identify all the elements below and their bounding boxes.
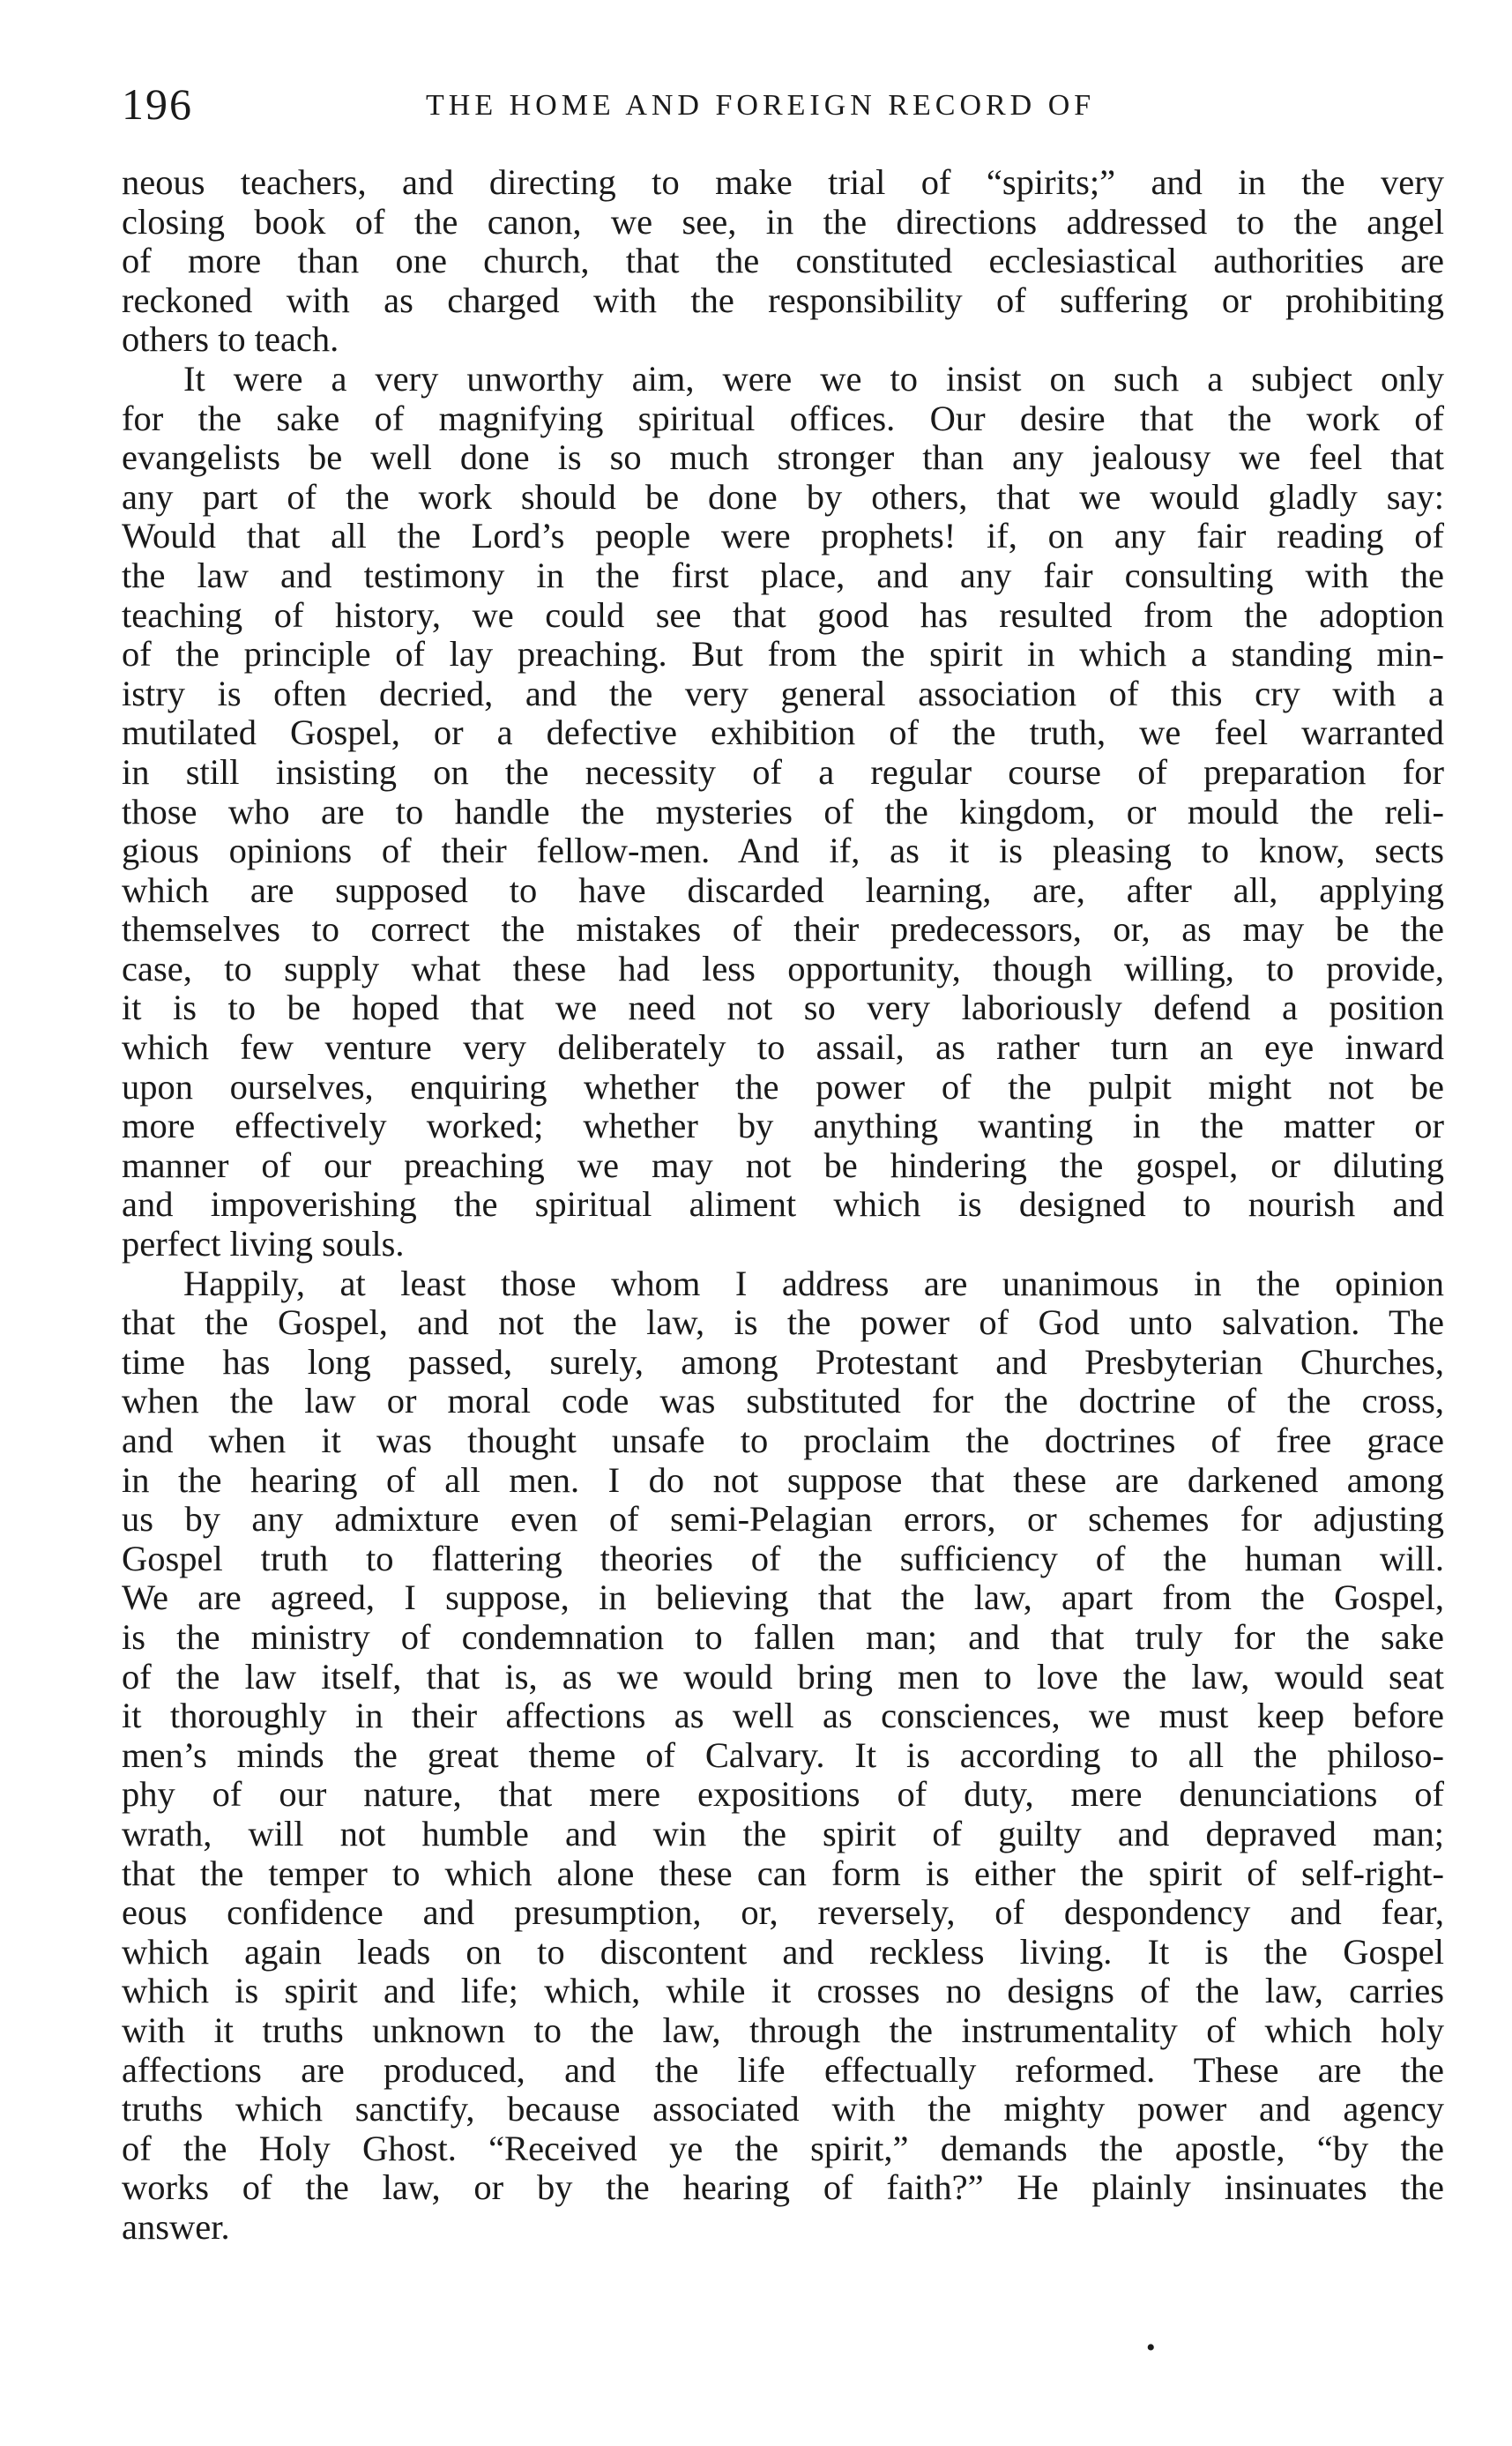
text-line: for the sake of magnifying spiritual offices. Our desire that the work of (122, 398, 1444, 438)
text-line: wrath, will not humble and win the spirit of guilty and depraved man; (122, 1813, 1444, 1853)
text-line: works of the law, or by the hearing of faith?” He plainly insinuates the (122, 2167, 1444, 2208)
text-line: themselves to correct the mistakes of their predecessors, or, as may be the (122, 909, 1444, 950)
text-line: Would that all the Lord’s people were prophets! if, on any fair reading of (122, 516, 1444, 556)
text-line: those who are to handle the mysteries of the kingdom, or mould the reli- (122, 791, 1444, 831)
text-line: Happily, at least those whom I address are unanimous in the opinion (183, 1263, 1444, 1303)
text-line: istry is often decried, and the very general association of this cry with a (122, 673, 1444, 713)
text-line: with it truths unknown to the law, through the instrumentality of which holy (122, 2010, 1444, 2050)
text-line: when the law or moral code was substituted for the doctrine of the cross, (122, 1381, 1444, 1421)
text-line: the law and testimony in the first place, and any fair consulting with the (122, 555, 1444, 595)
text-line: closing book of the canon, we see, in the directions addressed to the angel (122, 201, 1444, 242)
text-line: teaching of history, we could see that good has resulted from the adoption (122, 594, 1444, 635)
paragraph (122, 1264, 1444, 2248)
text-line: upon ourselves, enquiring whether the power of the pulpit might not be (122, 1066, 1444, 1107)
text-line: which few venture very deliberately to assail, as rather turn an eye inward (122, 1027, 1444, 1068)
page-number: 196 (122, 79, 193, 129)
text-line: of the Holy Ghost. “Received ye the spirit,” demands the apostle, “by the (122, 2128, 1444, 2168)
text-line: affections are produced, and the life effectually reformed. These are the (122, 2049, 1444, 2090)
text-line: in still insisting on the necessity of a regular course of preparation for (122, 751, 1444, 792)
text-line: gious opinions of their fellow-men. And if, as it is pleasing to know, sects (122, 831, 1444, 871)
paragraph (122, 163, 1444, 360)
text-line: others to teach. (122, 319, 339, 360)
text-line: neous teachers, and directing to make trial of “spirits;” and in the very (122, 162, 1444, 202)
paragraph (122, 360, 1444, 1264)
text-line: of the law itself, that is, as we would bring men to love the law, would seat (122, 1656, 1444, 1697)
text-line: which are supposed to have discarded learning, are, after all, applying (122, 869, 1444, 910)
text-line: answer. (122, 2206, 230, 2247)
text-line: evangelists be well done is so much stronger than any jealousy we feel that (122, 437, 1444, 478)
text-line: It were a very unworthy aim, were we to insist on such a subject only (183, 358, 1444, 399)
text-line: is the ministry of condemnation to fallen man; and that truly for the sake (122, 1616, 1444, 1657)
text-line: which again leads on to discontent and reckless living. It is the Gospel (122, 1931, 1444, 1972)
text-line: mutilated Gospel, or a defective exhibition of the truth, we feel warranted (122, 712, 1444, 753)
text-line: of more than one church, that the constituted ecclesiastical authorities are (122, 241, 1444, 281)
text-line: of the principle of lay preaching. But from the spirit in which a standing min- (122, 634, 1444, 675)
text-line: case, to supply what these had less opportunity, though willing, to provide, (122, 948, 1444, 988)
text-line: We are agreed, I suppose, in believing that the law, apart from the Gospel, (122, 1577, 1444, 1618)
text-line: Gospel truth to flattering theories of the sufficiency of the human will. (122, 1538, 1444, 1578)
text-line: truths which sanctify, because associated with the mighty power and agency (122, 2089, 1444, 2129)
text-line: men’s minds the great theme of Calvary. It is according to all the philoso- (122, 1734, 1444, 1775)
text-line: which is spirit and life; which, while it crosses no designs of the law, carries (122, 1971, 1444, 2011)
text-line: eous confidence and presumption, or, reversely, of despondency and fear, (122, 1892, 1444, 1933)
ornament-dot: • (1146, 2333, 1156, 2362)
text-line: time has long passed, surely, among Protestant and Presbyterian Churches, (122, 1341, 1444, 1382)
text-line: any part of the work should be done by others, that we would gladly say: (122, 476, 1444, 517)
text-line: perfect living souls. (122, 1224, 405, 1264)
text-line: more effectively worked; whether by anything wanting in the matter or (122, 1106, 1444, 1146)
body-text (122, 163, 1444, 2247)
text-line: and impoverishing the spiritual aliment which is designed to nourish and (122, 1184, 1444, 1225)
text-line: that the Gospel, and not the law, is the power of God unto salvation. The (122, 1302, 1444, 1343)
page-header (122, 78, 1444, 131)
text-line: reckoned with as charged with the responsibility of suffering or prohibiting (122, 280, 1444, 320)
text-line: us by any admixture even of semi-Pelagian errors, or schemes for adjusting (122, 1499, 1444, 1540)
running-head: THE HOME AND FOREIGN RECORD OF (426, 89, 1096, 122)
text-line: and when it was thought unsafe to proclaim the doctrines of free grace (122, 1421, 1444, 1460)
text-line: it thoroughly in their affections as well as consciences, we must keep before (122, 1696, 1444, 1736)
text-line: phy of our nature, that mere expositions of duty, mere denunciations of (122, 1774, 1444, 1815)
text-line: manner of our preaching we may not be hindering the gospel, or diluting (122, 1145, 1444, 1185)
text-line: in the hearing of all men. I do not suppose that these are darkened among (122, 1459, 1444, 1500)
text-line: that the temper to which alone these can form is either the spirit of self-right- (122, 1853, 1444, 1893)
text-line: it is to be hoped that we need not so very laboriously defend a position (122, 988, 1444, 1028)
